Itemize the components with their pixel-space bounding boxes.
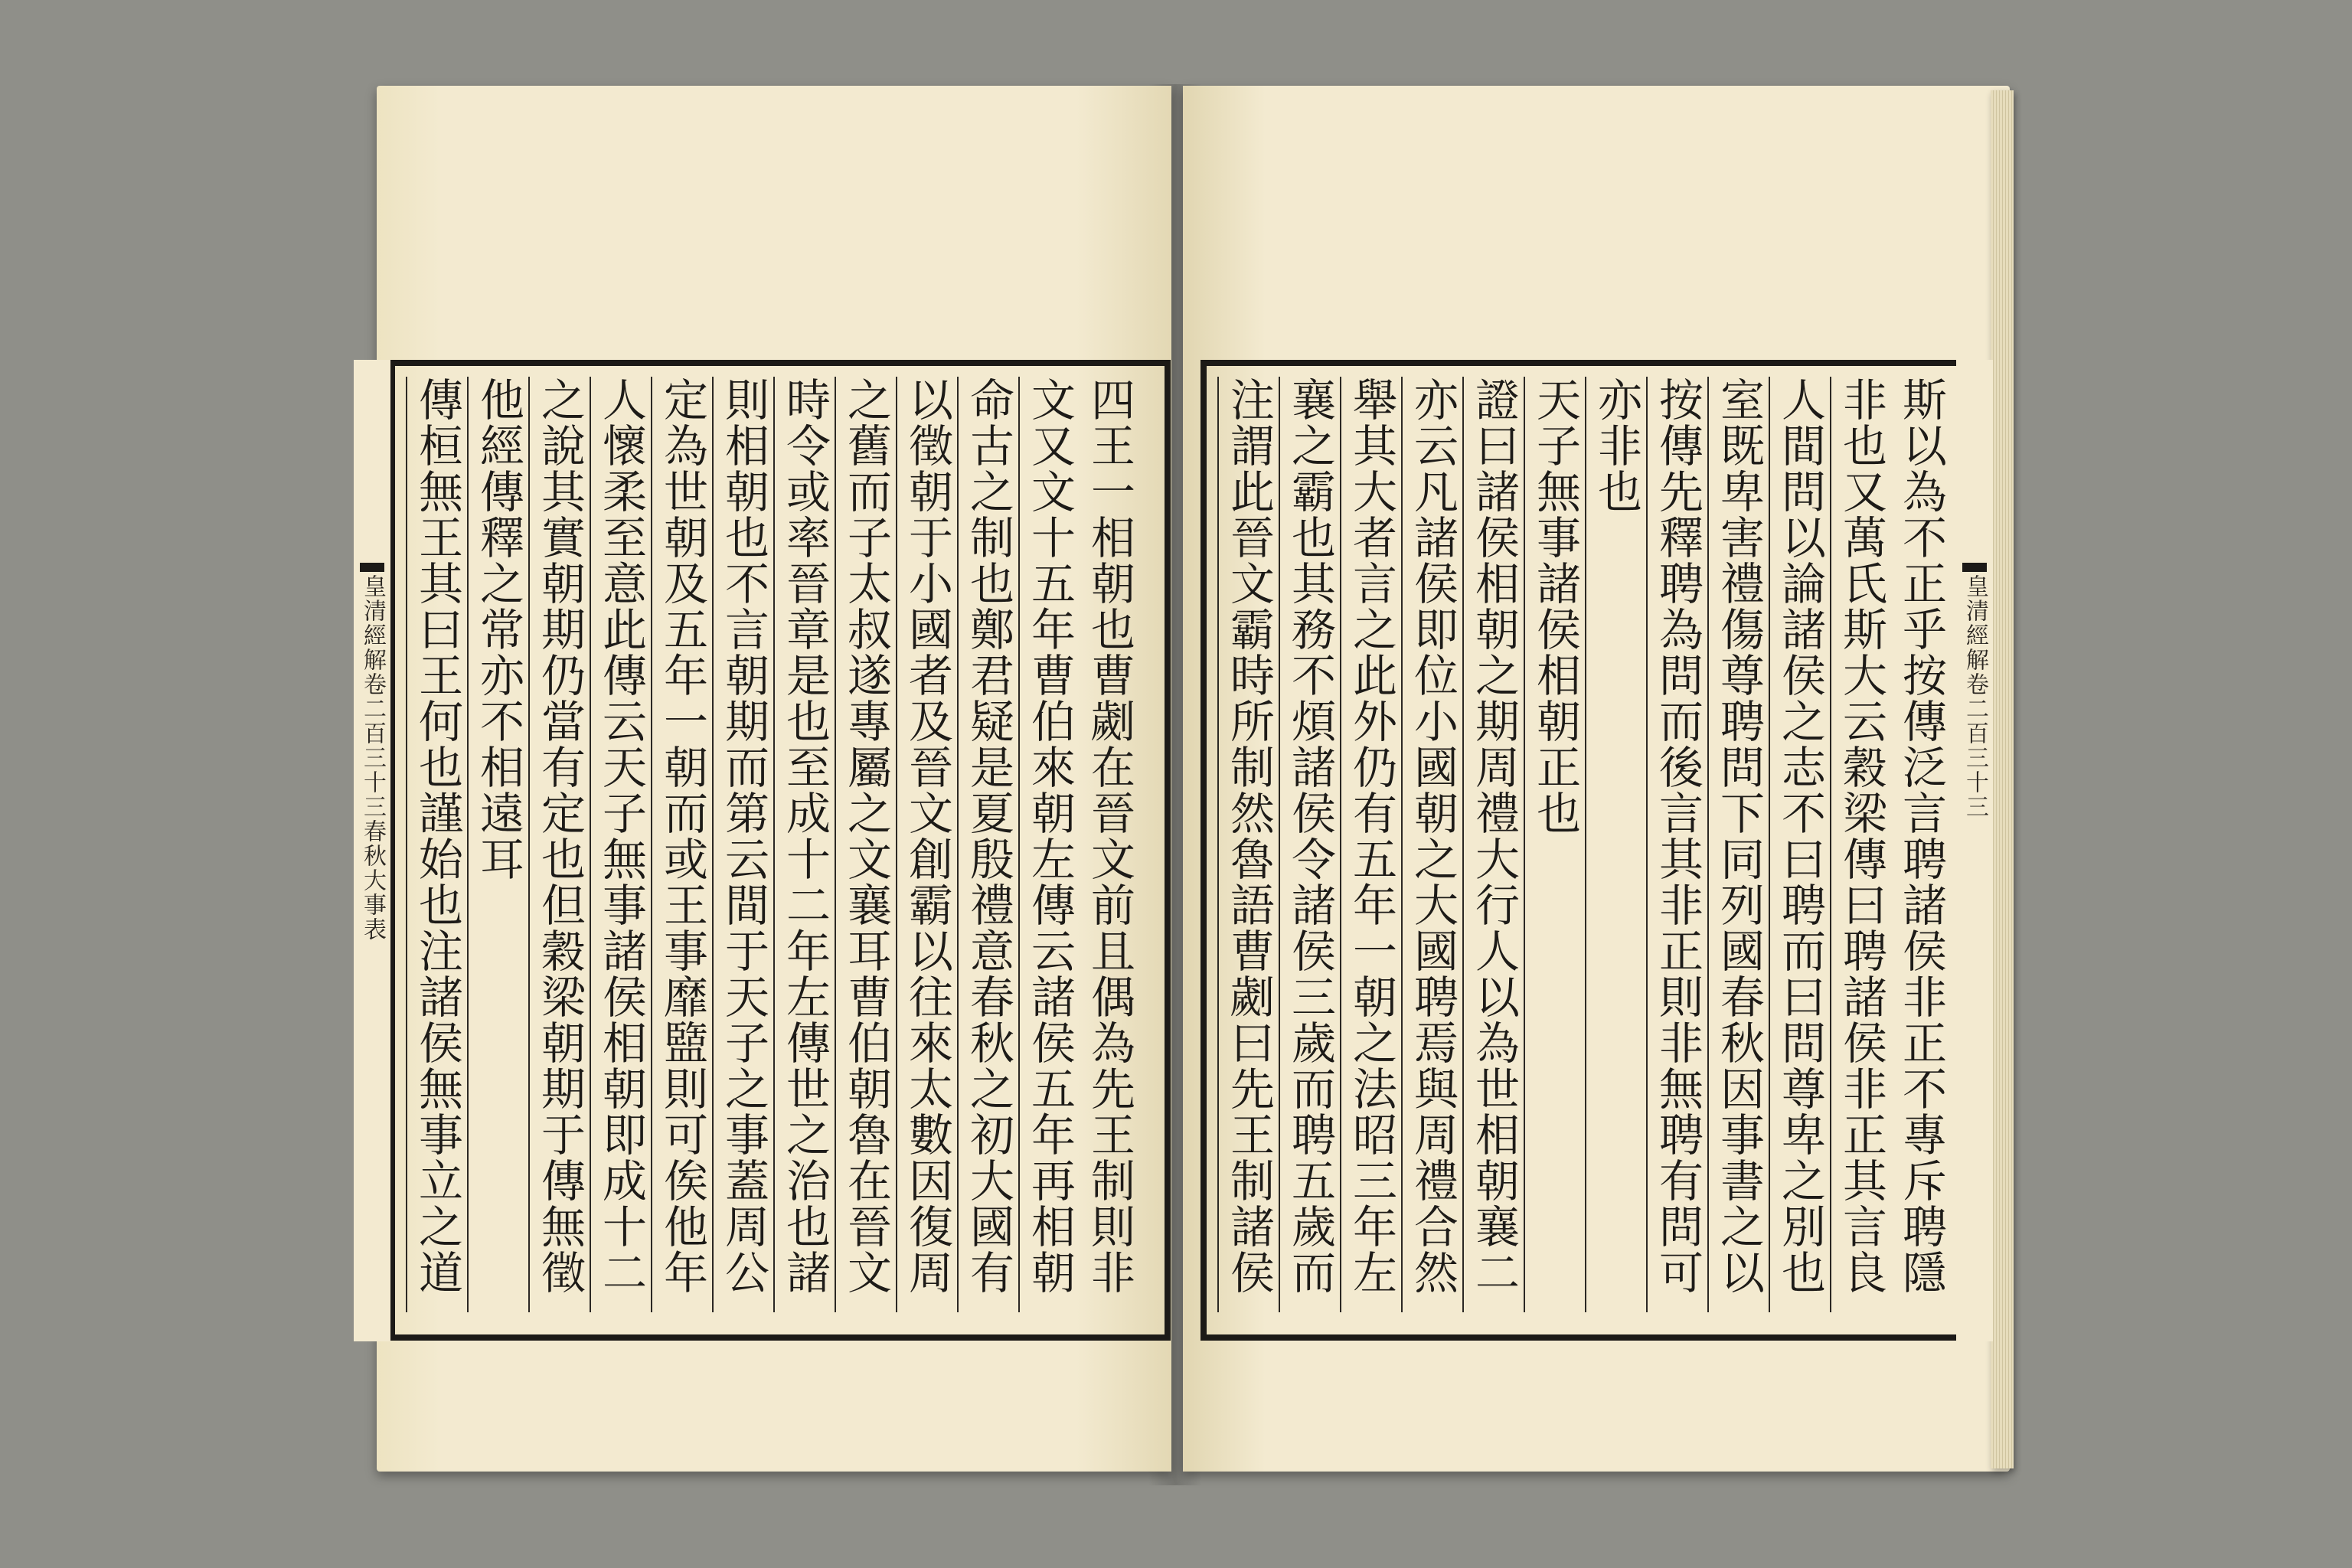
right-column-5: 按傳先釋聘為問而後言其非正則非無聘有問可 — [1646, 377, 1707, 1312]
right-fold-strip — [1956, 360, 1993, 1341]
left-column-7: 則相朝也不言朝期而第云間于天子之事蓋周公 — [712, 377, 773, 1312]
fold-fishtail-mark — [360, 563, 384, 572]
right-column-4: 室既卑害禮傷尊聘問下同列國春秋因事書之以 — [1707, 377, 1769, 1312]
right-column-7: 天子無事諸侯相朝正也 — [1524, 377, 1585, 1312]
right-column-9: 亦云凡諸侯即位小國朝之大國聘焉與周禮合然 — [1401, 377, 1462, 1312]
left-column-2: 文又文十五年曹伯來朝左傳云諸侯五年再相朝 — [1018, 377, 1080, 1312]
left-column-9: 人懷柔至意此傳云天子無事諸侯相朝即成十二 — [590, 377, 651, 1312]
right-column-11: 襄之霸也其務不煩諸侯令諸侯三歲而聘五歲而 — [1279, 377, 1340, 1312]
left-column-10: 之說其實朝期仍當有定也但穀梁朝期于傳無徵 — [528, 377, 590, 1312]
left-column-1: 四王一相朝也曹劌在晉文前且偶為先王制則非 — [1083, 377, 1135, 1295]
left-fold-label: 皇清經解卷二百三十三春秋大事表 — [359, 574, 386, 942]
left-column-11: 他經傳釋之常亦不相遠耳 — [467, 377, 528, 1312]
right-column-12: 注謂此晉文霸時所制然魯語曹劌曰先王制諸侯 — [1217, 377, 1279, 1312]
left-column-3: 命古之制也鄭君疑是夏殷禮意春秋之初大國有 — [957, 377, 1018, 1312]
right-fold-label: 皇清經解卷二百三十三 — [1962, 574, 1988, 819]
left-fold-strip — [354, 360, 390, 1341]
right-column-6: 亦非也 — [1585, 377, 1646, 1312]
page-edges — [1991, 90, 2014, 1468]
right-column-1: 斯以為不正乎按傳泛言聘諸侯非正不專斥聘隱 — [1895, 377, 1947, 1295]
left-column-8: 定為世朝及五年一朝而或王事靡盬則可俟他年 — [651, 377, 712, 1312]
left-column-4: 以徵朝于小國者及晉文創霸以往來太數因復周 — [896, 377, 957, 1312]
right-column-2: 非也又萬氏斯大云穀梁傳曰聘諸侯非正其言良 — [1830, 377, 1891, 1312]
right-column-8: 證曰諸侯相朝之期周禮大行人以為世相朝襄二 — [1462, 377, 1524, 1312]
left-column-6: 時令或率晉章是也至成十二年左傳世之治也諸 — [773, 377, 835, 1312]
right-column-10: 舉其大者言之此外仍有五年一朝之法昭三年左 — [1340, 377, 1401, 1312]
left-column-12: 傳桓無王其曰王何也謹始也注諸侯無事立之道 — [406, 377, 467, 1312]
fold-fishtail-mark — [1962, 563, 1987, 572]
left-column-5: 之舊而子太叔遂專屬之文襄耳曹伯朝魯在晉文 — [835, 377, 896, 1312]
right-column-3: 人間問以論諸侯之志不曰聘而曰問尊卑之別也 — [1769, 377, 1830, 1312]
